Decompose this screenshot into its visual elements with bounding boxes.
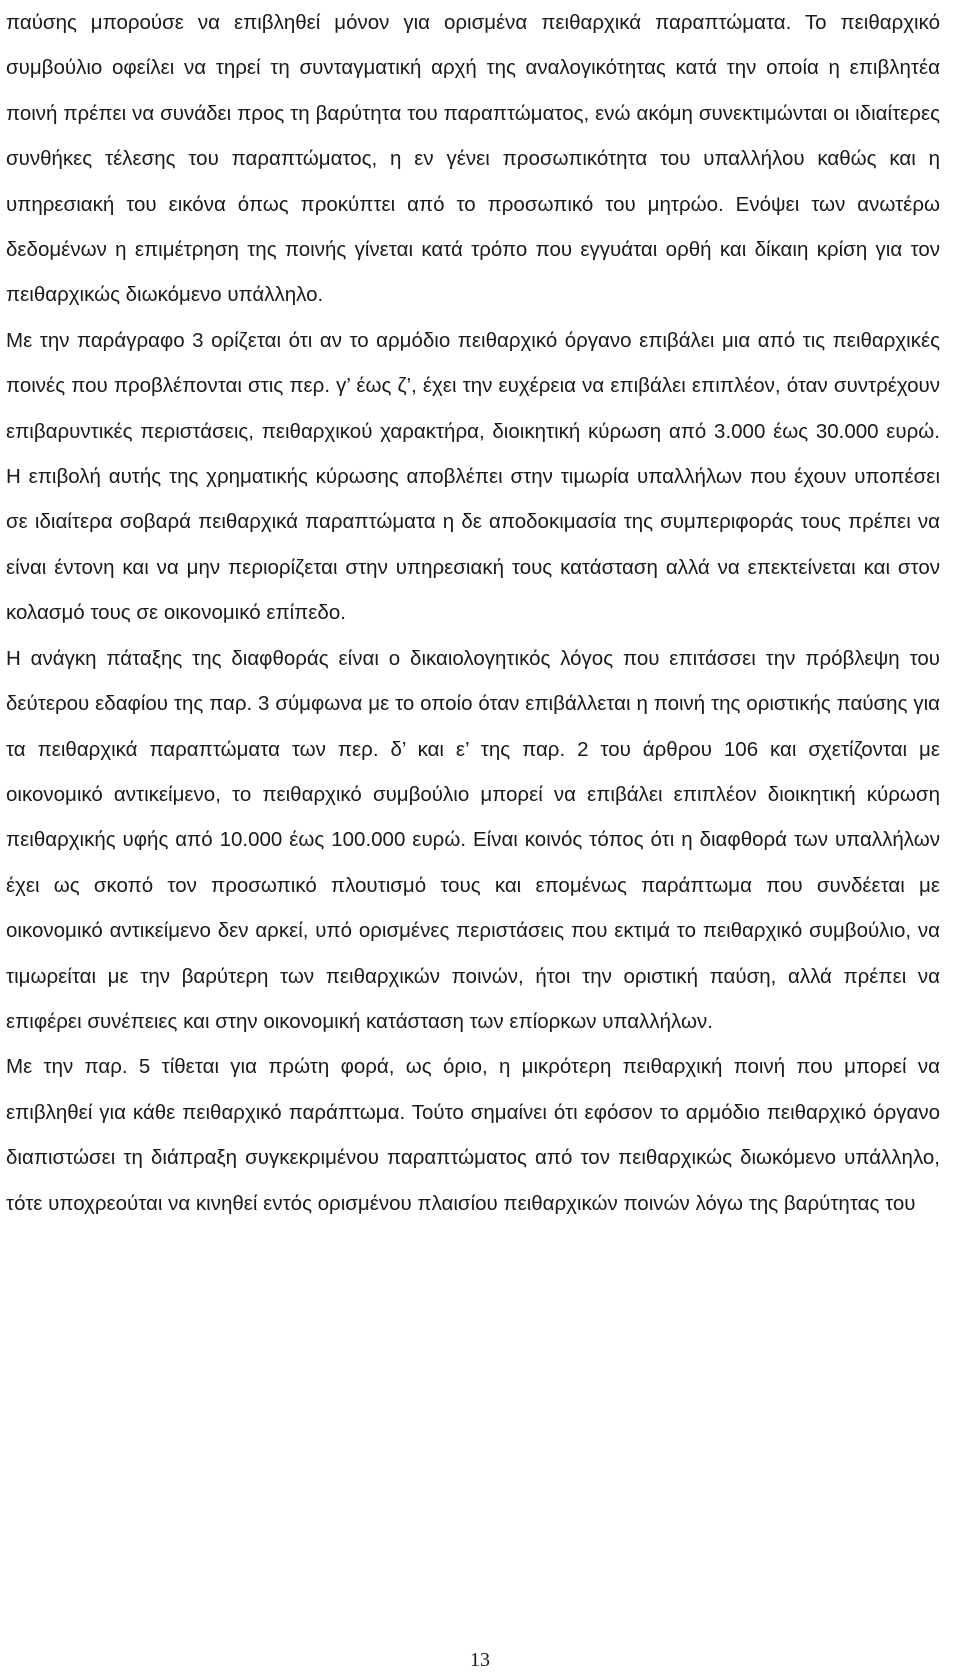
paragraph-1: παύσης μπορούσε να επιβληθεί μόνον για ορισμένα πειθαρχικά παραπτώματα. Το πειθαρχικό συμβούλιο οφείλει να τηρεί τη συνταγματική αρχή της αναλογικότητας κατά την οποία η επιβλητέα ποινή πρέπει να συνάδει προς τη βαρύτητα του παραπτώματος, ενώ ακόμη συνεκτιμώνται οι ιδιαίτερες συνθήκες τέλεσης του παραπτώματος, η εν γένει προσωπικότητα του υπαλλήλου καθώς και η υπηρεσιακή του εικόνα όπως προκύπτει από το προσωπικό του μητρώο. Ενόψει των ανωτέρω δεδομένων η επιμέτρηση της ποινής γίνεται κατά τρόπο που εγγυάται ορθή και δίκαιη κρίση για τον πειθαρχικώς διωκόμενο υπάλληλο.: [6, 11, 940, 307]
page-number: 13: [470, 1649, 490, 1671]
document-body: [6, 0, 940, 1226]
paragraph-3: Η ανάγκη πάταξης της διαφθοράς είναι ο δικαιολογητικός λόγος που επιτάσσει την πρόβλεψη του δεύτερου εδαφίου της παρ. 3 σύμφωνα με το οποίο όταν επιβάλλεται η ποινή της οριστικής παύσης για τα πειθαρχικά παραπτώματα των περ. δ’ και ε’ της παρ. 2 του άρθρου 106 και σχετίζονται με οικονομικό αντικείμενο, το πειθαρχικό συμβούλιο μπορεί να επιβάλει επιπλέον διοικητική κύρωση πειθαρχικής υφής από 10.000 έως 100.000 ευρώ. Είναι κοινός τόπος ότι η διαφθορά των υπαλλήλων έχει ως σκοπό τον προσωπικό πλουτισμό τους και επομένως παράπτωμα που συνδέεται με οικονομικό αντικείμενο δεν αρκεί, υπό ορισμένες περιστάσεις που εκτιμά το πειθαρχικό συμβούλιο, να τιμωρείται με την βαρύτερη των πειθαρχικών ποινών, ήτοι την οριστική παύση, αλλά πρέπει να επιφέρει συνέπειες και στην οικονομική κατάσταση των επίορκων υπαλλήλων.: [6, 646, 940, 1033]
paragraph-2: Με την παράγραφο 3 ορίζεται ότι αν το αρμόδιο πειθαρχικό όργανο επιβάλει μια από τις πειθαρχικές ποινές που προβλέπονται στις περ. γ’ έως ζ’, έχει την ευχέρεια να επιβάλει επιπλέον, όταν συντρέχουν επιβαρυντικές περιστάσεις, πειθαρχικού χαρακτήρα, διοικητική κύρωση από 3.000 έως 30.000 ευρώ. Η επιβολή αυτής της χρηματικής κύρωσης αποβλέπει στην τιμωρία υπαλλήλων που έχουν υποπέσει σε ιδιαίτερα σοβαρά πειθαρχικά παραπτώματα η δε αποδοκιμασία της συμπεριφοράς τους πρέπει να είναι έντονη και να μην περιορίζεται στην υπηρεσιακή τους κατάσταση αλλά να επεκτείνεται και στον κολασμό τους σε οικονομικό επίπεδο.: [6, 328, 940, 625]
paragraph-4: Με την παρ. 5 τίθεται για πρώτη φορά, ως όριο, η μικρότερη πειθαρχική ποινή που μπορεί να επιβληθεί για κάθε πειθαρχικό παράπτωμα. Τούτο σημαίνει ότι εφόσον το αρμόδιο πειθαρχικό όργανο διαπιστώσει τη διάπραξη συγκεκριμένου παραπτώματος από τον πειθαρχικώς διωκόμενο υπάλληλο, τότε υποχρεούται να κινηθεί εντός ορισμένου πλαισίου πειθαρχικών ποινών λόγω της βαρύτητας του: [6, 1055, 940, 1215]
